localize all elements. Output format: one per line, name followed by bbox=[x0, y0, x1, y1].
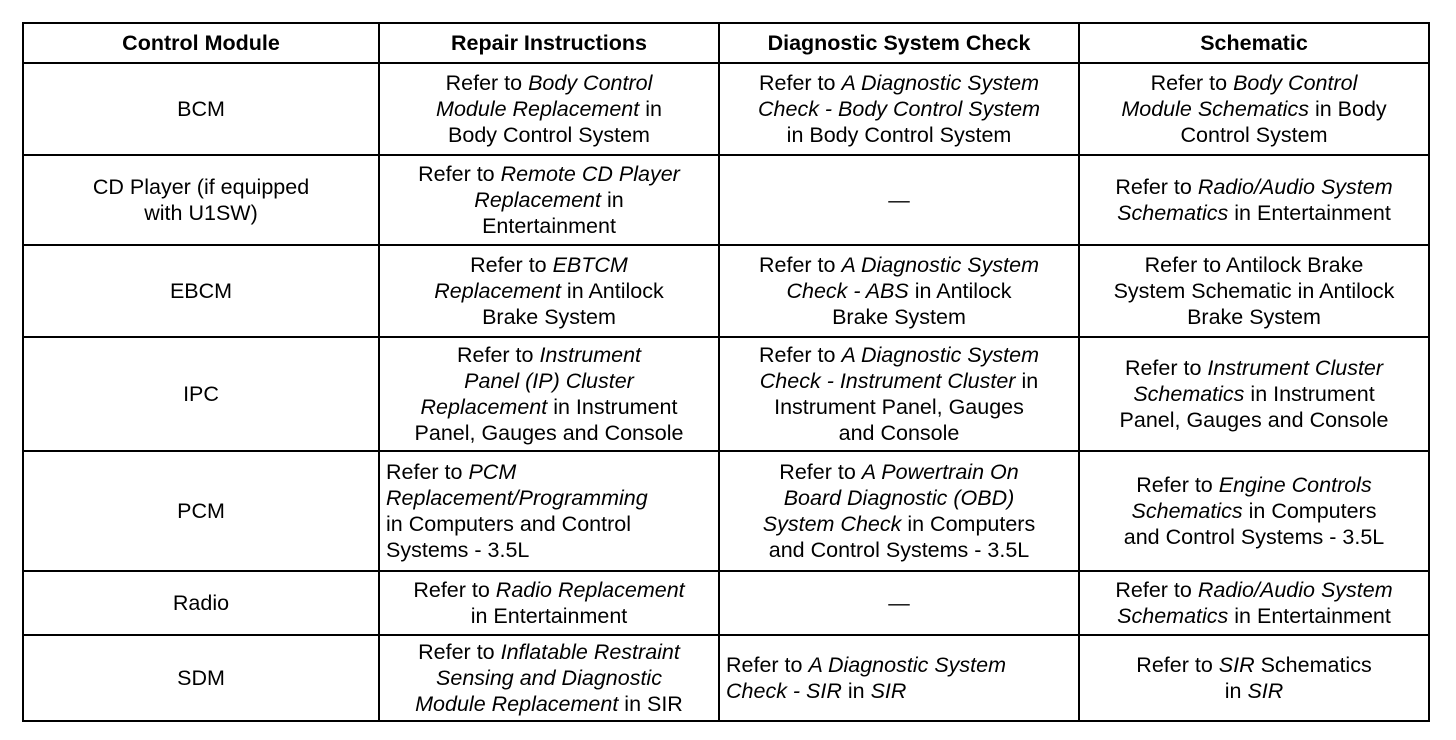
cell-text: Refer to bbox=[413, 578, 496, 602]
cell-repair-instructions bbox=[379, 63, 719, 155]
cell-text: Brake System bbox=[1187, 305, 1321, 329]
cell-text: Brake System bbox=[832, 305, 966, 329]
table-row bbox=[23, 245, 1429, 337]
cell-text: Refer to Antilock Brake bbox=[1144, 253, 1364, 277]
cell-repair-instructions bbox=[379, 155, 719, 245]
cell-line bbox=[726, 537, 1072, 563]
cell-line bbox=[386, 368, 712, 394]
reference-title: Schematics bbox=[1133, 382, 1245, 406]
cell-line bbox=[1086, 472, 1422, 498]
cell-line bbox=[726, 96, 1072, 122]
cell-text: Refer to bbox=[1136, 653, 1219, 677]
cell-control-module bbox=[23, 155, 379, 245]
cell-line bbox=[386, 394, 712, 420]
cell-line: Radio bbox=[172, 591, 230, 615]
cell-control-module bbox=[23, 571, 379, 635]
cell-line bbox=[726, 485, 1072, 511]
reference-title: EBTCM bbox=[552, 253, 628, 277]
cell-line bbox=[386, 96, 712, 122]
reference-title: Schematics bbox=[1131, 499, 1243, 523]
reference-title: Module Replacement bbox=[415, 692, 619, 716]
cell-text: Refer to bbox=[418, 162, 501, 186]
cell-line bbox=[386, 577, 712, 603]
header-control-module: Control Module bbox=[23, 23, 379, 63]
cell-line bbox=[726, 122, 1072, 148]
reference-title: Engine Controls bbox=[1218, 473, 1372, 497]
cell-line bbox=[1086, 278, 1422, 304]
cell-diagnostic-system-check bbox=[719, 451, 1079, 571]
cell-line bbox=[726, 368, 1072, 394]
reference-title: Panel (IP) Cluster bbox=[464, 369, 634, 393]
cell-line bbox=[386, 537, 712, 563]
cell-line bbox=[726, 342, 1072, 368]
reference-title: Radio/Audio System bbox=[1197, 578, 1393, 602]
reference-title: Replacement/Programming bbox=[386, 486, 648, 510]
cell-line: BCM bbox=[177, 97, 225, 121]
cell-line bbox=[386, 278, 712, 304]
cell-repair-instructions bbox=[379, 451, 719, 571]
cell-schematic bbox=[1079, 155, 1429, 245]
cell-text: Refer to bbox=[758, 343, 842, 367]
table-row bbox=[23, 451, 1429, 571]
cell-text: Panel, Gauges and Console bbox=[414, 421, 684, 445]
cell-text: and Control Systems - 3.5L bbox=[768, 538, 1030, 562]
cell-text: in bbox=[600, 188, 624, 212]
cell-line bbox=[386, 122, 712, 148]
cell-repair-instructions bbox=[379, 571, 719, 635]
cell-line: with U1SW) bbox=[144, 201, 258, 225]
cell-line bbox=[386, 187, 712, 213]
cell-schematic bbox=[1079, 337, 1429, 451]
cell-text: Schematics bbox=[1254, 653, 1372, 677]
table-row bbox=[23, 337, 1429, 451]
cell-text: Refer to bbox=[470, 253, 553, 277]
reference-title: SIR bbox=[1218, 653, 1255, 677]
cell-text: Systems - 3.5L bbox=[386, 538, 530, 562]
cell-text: in Antilock bbox=[908, 279, 1012, 303]
cell-line bbox=[1086, 200, 1422, 226]
header-row bbox=[23, 23, 1429, 63]
cell-diagnostic-system-check bbox=[719, 635, 1079, 721]
cell-schematic bbox=[1079, 451, 1429, 571]
cell-line bbox=[386, 639, 712, 665]
reference-title: Sensing and Diagnostic bbox=[436, 666, 662, 690]
cell-line: EBCM bbox=[169, 279, 233, 303]
cell-schematic bbox=[1079, 571, 1429, 635]
reference-title: Radio/Audio System bbox=[1197, 175, 1393, 199]
cell-line: CD Player (if equipped bbox=[92, 175, 310, 199]
cell-line bbox=[1086, 678, 1422, 704]
cell-text: — bbox=[888, 591, 910, 615]
cell-diagnostic-system-check bbox=[719, 63, 1079, 155]
cell-text: in Body Control System bbox=[786, 123, 1012, 147]
cell-line bbox=[1086, 381, 1422, 407]
cell-text: Refer to bbox=[1136, 473, 1219, 497]
header-diagnostic-system-check: Diagnostic System Check bbox=[719, 23, 1079, 63]
reference-title: Board Diagnostic (OBD) bbox=[783, 486, 1015, 510]
cell-line bbox=[1086, 577, 1422, 603]
reference-title: A Powertrain On bbox=[861, 460, 1019, 484]
cell-diagnostic-system-check bbox=[719, 155, 1079, 245]
cell-schematic bbox=[1079, 63, 1429, 155]
cell-line bbox=[386, 485, 712, 511]
cell-text: and Console bbox=[838, 421, 960, 445]
cell-text: in Entertainment bbox=[1228, 201, 1391, 225]
reference-title: A Diagnostic System bbox=[841, 253, 1039, 277]
cell-repair-instructions bbox=[379, 635, 719, 721]
cell-text: Refer to bbox=[1150, 71, 1234, 95]
cell-text: Panel, Gauges and Console bbox=[1119, 408, 1389, 432]
header-repair-instructions: Repair Instructions bbox=[379, 23, 719, 63]
cell-text: Refer to bbox=[1115, 175, 1198, 199]
cell-line bbox=[1086, 96, 1422, 122]
cell-line bbox=[726, 459, 1072, 485]
reference-title: Check - SIR bbox=[726, 679, 842, 703]
reference-title: Schematics bbox=[1117, 201, 1229, 225]
cell-line bbox=[1086, 252, 1422, 278]
cell-line: PCM bbox=[177, 499, 225, 523]
cell-text: System Schematic in Antilock bbox=[1113, 279, 1395, 303]
cell-line bbox=[1086, 407, 1422, 433]
table-row bbox=[23, 155, 1429, 245]
cell-line bbox=[726, 70, 1072, 96]
cell-line bbox=[1086, 70, 1422, 96]
cell-text: Control System bbox=[1180, 123, 1328, 147]
cell-line bbox=[726, 394, 1072, 420]
cell-text: in bbox=[639, 97, 662, 121]
cell-text: in Entertainment bbox=[470, 604, 628, 628]
cell-text: in bbox=[1224, 679, 1248, 703]
cell-line bbox=[386, 603, 712, 629]
cell-schematic bbox=[1079, 245, 1429, 337]
cell-line bbox=[1086, 122, 1422, 148]
cell-line bbox=[386, 304, 712, 330]
cell-line bbox=[386, 420, 712, 446]
cell-diagnostic-system-check bbox=[719, 337, 1079, 451]
cell-line bbox=[386, 342, 712, 368]
cell-line bbox=[386, 161, 712, 187]
cell-line bbox=[726, 187, 1072, 213]
cell-line bbox=[726, 252, 1072, 278]
cell-line bbox=[386, 459, 712, 485]
reference-title: Instrument bbox=[539, 343, 642, 367]
cell-line bbox=[386, 665, 712, 691]
cell-text: Instrument Panel, Gauges bbox=[774, 395, 1024, 419]
cell-line bbox=[1086, 498, 1422, 524]
reference-title: Module Replacement bbox=[436, 97, 640, 121]
reference-title: Remote CD Player bbox=[500, 162, 680, 186]
cell-text: Refer to bbox=[445, 71, 529, 95]
cell-text: in Entertainment bbox=[1228, 604, 1391, 628]
reference-title: Check - ABS bbox=[786, 279, 909, 303]
reference-title: A Diagnostic System bbox=[808, 653, 1007, 677]
cell-line bbox=[726, 278, 1072, 304]
cell-line bbox=[386, 252, 712, 278]
reference-title: Body Control bbox=[528, 71, 653, 95]
cell-text: in Computers bbox=[901, 512, 1036, 536]
reference-title: Replacement bbox=[434, 279, 561, 303]
cell-text: in Body bbox=[1308, 97, 1387, 121]
cell-line: IPC bbox=[183, 382, 219, 406]
cell-control-module bbox=[23, 451, 379, 571]
cell-control-module bbox=[23, 245, 379, 337]
cell-text: — bbox=[888, 188, 910, 212]
cell-text: Refer to bbox=[1115, 578, 1198, 602]
cell-text: in Instrument bbox=[1244, 382, 1375, 406]
cell-text: Refer to bbox=[386, 460, 469, 484]
cell-line bbox=[726, 652, 1072, 678]
cell-line bbox=[386, 691, 712, 717]
reference-title: Radio Replacement bbox=[495, 578, 685, 602]
table-row bbox=[23, 63, 1429, 155]
cell-text: Refer to bbox=[1124, 356, 1208, 380]
cell-control-module bbox=[23, 337, 379, 451]
cell-line bbox=[1086, 355, 1422, 381]
cell-control-module bbox=[23, 635, 379, 721]
cell-text: Body Control System bbox=[448, 123, 650, 147]
cell-text: Refer to bbox=[726, 653, 809, 677]
reference-title: System Check bbox=[762, 512, 902, 536]
reference-title: Check - Body Control System bbox=[758, 97, 1040, 121]
cell-text: Refer to bbox=[758, 71, 842, 95]
table-row bbox=[23, 571, 1429, 635]
cell-line bbox=[726, 511, 1072, 537]
cell-text: Entertainment bbox=[482, 214, 616, 238]
cell-repair-instructions bbox=[379, 337, 719, 451]
reference-title: Replacement bbox=[420, 395, 548, 419]
cell-text: in Computers and Control bbox=[386, 512, 631, 536]
cell-diagnostic-system-check bbox=[719, 245, 1079, 337]
cell-line: SDM bbox=[177, 666, 225, 690]
header-schematic: Schematic bbox=[1079, 23, 1429, 63]
reference-title: PCM bbox=[468, 460, 517, 484]
cell-control-module bbox=[23, 63, 379, 155]
cell-text: in bbox=[1015, 369, 1039, 393]
reference-title: Instrument Cluster bbox=[1207, 356, 1384, 380]
reference-title: A Diagnostic System bbox=[841, 343, 1039, 367]
cell-text: in Antilock bbox=[560, 279, 664, 303]
cell-schematic bbox=[1079, 635, 1429, 721]
cell-text: Refer to bbox=[418, 640, 501, 664]
cell-line bbox=[1086, 304, 1422, 330]
cell-line bbox=[1086, 524, 1422, 550]
cell-line bbox=[386, 213, 712, 239]
reference-title: Inflatable Restraint bbox=[500, 640, 680, 664]
reference-title: Schematics bbox=[1117, 604, 1229, 628]
reference-title: Check - Instrument Cluster bbox=[759, 369, 1016, 393]
cell-repair-instructions bbox=[379, 245, 719, 337]
cell-text: Refer to bbox=[758, 253, 842, 277]
cell-diagnostic-system-check bbox=[719, 571, 1079, 635]
cell-text: and Control Systems - 3.5L bbox=[1123, 525, 1385, 549]
cell-line bbox=[726, 678, 1072, 704]
reference-title: Body Control bbox=[1233, 71, 1358, 95]
cell-line bbox=[386, 511, 712, 537]
cell-text: in Computers bbox=[1242, 499, 1377, 523]
cell-line bbox=[726, 590, 1072, 616]
cell-text: Refer to bbox=[779, 460, 862, 484]
reference-title: SIR bbox=[1247, 679, 1284, 703]
cell-text: Brake System bbox=[482, 305, 616, 329]
reference-title: Replacement bbox=[474, 188, 601, 212]
cell-line bbox=[1086, 174, 1422, 200]
table-row bbox=[23, 635, 1429, 721]
cell-line bbox=[386, 70, 712, 96]
cell-line bbox=[726, 304, 1072, 330]
cell-text: in SIR bbox=[618, 692, 683, 716]
control-module-reference-table bbox=[22, 22, 1430, 722]
reference-title: Module Schematics bbox=[1121, 97, 1309, 121]
cell-text: in Instrument bbox=[547, 395, 678, 419]
reference-title: A Diagnostic System bbox=[841, 71, 1039, 95]
cell-line bbox=[1086, 652, 1422, 678]
cell-line bbox=[726, 420, 1072, 446]
cell-text: in bbox=[841, 679, 871, 703]
reference-title: SIR bbox=[870, 679, 907, 703]
cell-text: Refer to bbox=[456, 343, 540, 367]
cell-line bbox=[1086, 603, 1422, 629]
